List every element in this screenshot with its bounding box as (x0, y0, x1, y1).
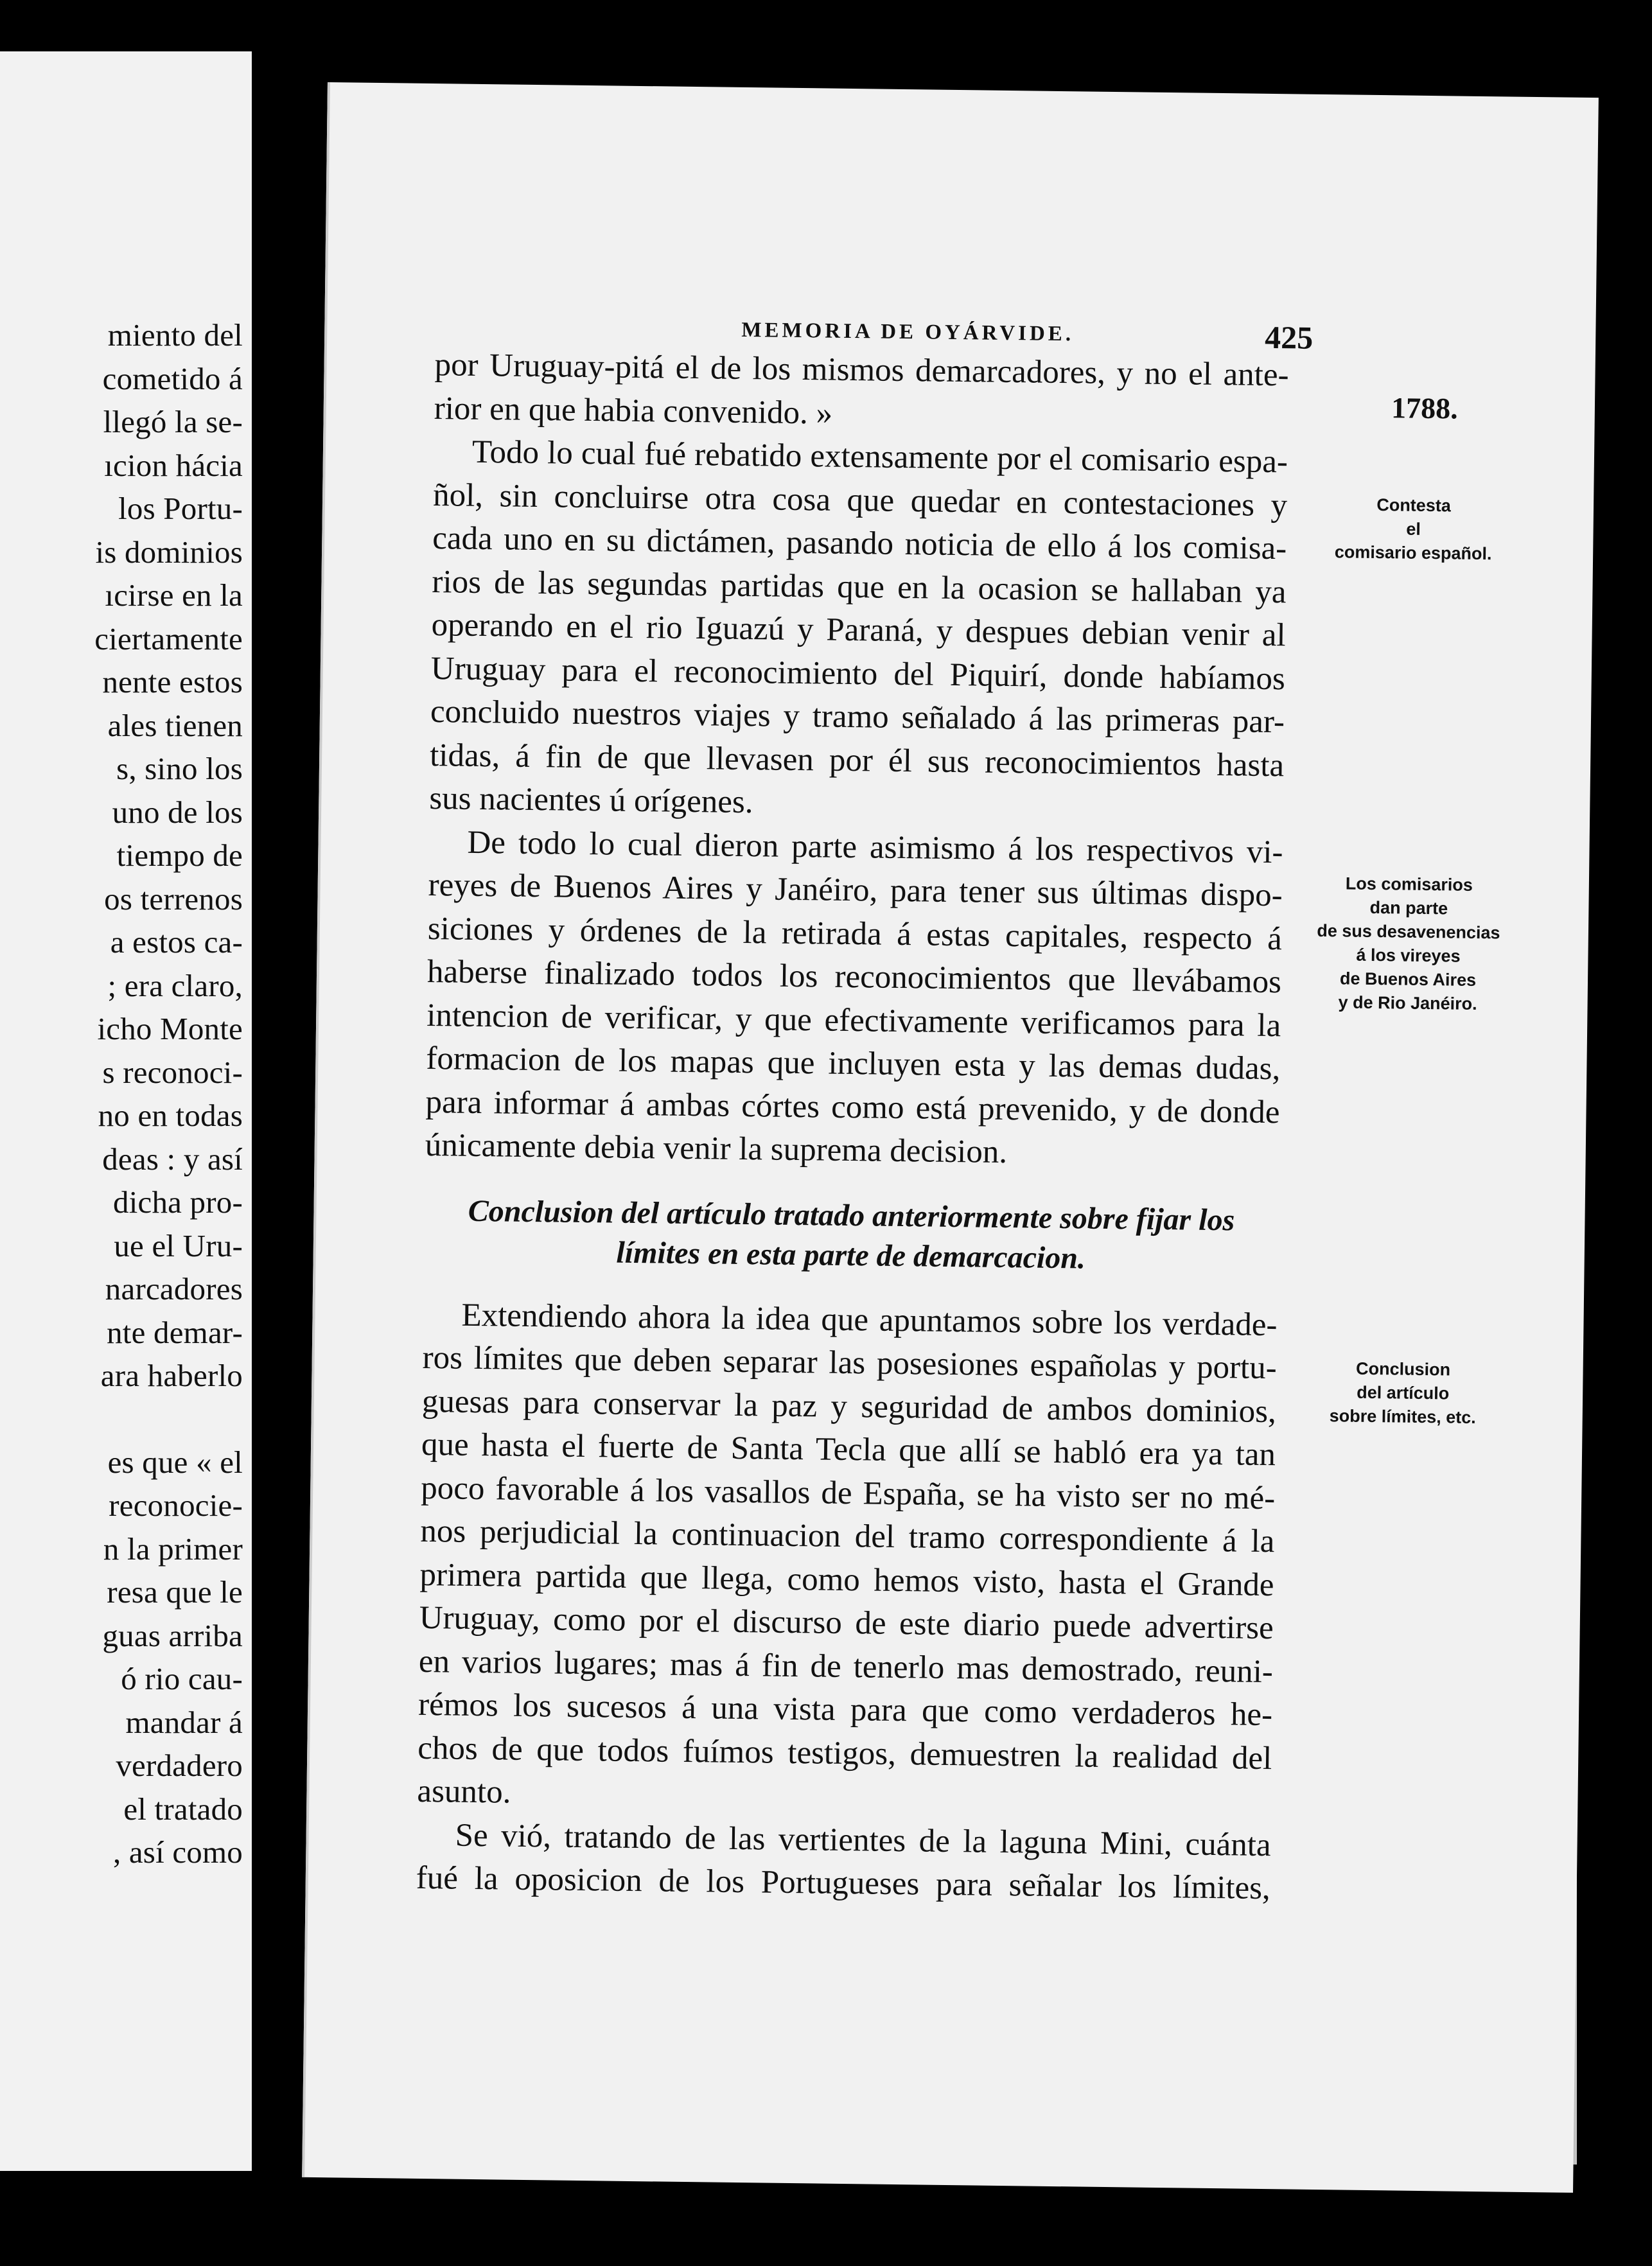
paragraph (425, 821, 1283, 1178)
text-line: ıcirse en la (105, 577, 243, 613)
note-line: á los vireyes (1356, 945, 1461, 966)
paragraph (429, 430, 1288, 831)
margin-note-conclusion (1297, 1357, 1509, 1430)
margin-notes (1313, 94, 1525, 1427)
section-heading (423, 1190, 1278, 1280)
text-line: Uruguay para el reconocimiento del Piquirí, donde habíamos (430, 650, 1286, 697)
text-line: el tratado (123, 1791, 243, 1827)
text-line: fué la oposicion de los Portugueses para señalar los límites, (416, 1859, 1271, 1907)
note-line: el (1406, 519, 1421, 539)
text-line: rémos los sucesos á una vista para que como verdaderos he- (417, 1686, 1273, 1734)
text-line: rior en que habia convenido. » (434, 390, 833, 432)
note-line: comisario español. (1334, 542, 1492, 564)
paragraph (417, 1293, 1278, 1823)
text-line: ciertamente (94, 620, 243, 656)
text-line: tiempo de (116, 838, 243, 873)
text-line: siciones y órdenes de la retirada á estas capitales, respecto á (427, 910, 1283, 957)
text-line: Extendiendo ahora la idea que apuntamos sobre los verdade- (461, 1297, 1278, 1343)
text-line: Todo lo cual fué rebatido extensamente por el comisario espa- (471, 434, 1288, 480)
margin-note-comisarios (1301, 872, 1515, 1017)
text-line: tidas, á fin de que llevasen por él sus reconocimientos hasta (429, 737, 1285, 784)
text-line: nos perjudicial la continuacion del tramo correspondiente á la (420, 1513, 1275, 1560)
text-line: nente estos (102, 664, 243, 699)
text-line: intencion de verificar, y que efectivamente verificamos para la (426, 997, 1281, 1044)
heading-line: Conclusion del artículo tratado anteriormente sobre fijar los (468, 1193, 1235, 1237)
text-line: ales tienen (107, 707, 243, 743)
note-line: Los comisarios (1345, 874, 1473, 895)
text-line: guas arriba (102, 1617, 243, 1653)
margin-note-contesta (1307, 493, 1520, 566)
text-line: para informar á ambas córtes como está prevenido, y de donde (425, 1084, 1280, 1130)
text-line: is dominios (95, 534, 243, 570)
text-line: verdadero (116, 1748, 243, 1783)
text-line: haberse finalizado todos los reconocimientos que llevábamos (426, 954, 1282, 1001)
text-line: s reconoci- (102, 1054, 243, 1090)
text-line: sus nacientes ú orígenes. (429, 780, 753, 821)
page-body (416, 344, 1289, 1911)
note-line: dan parte (1369, 897, 1448, 918)
text-line: n la primer (103, 1531, 243, 1567)
text-line: ; era claro, (107, 967, 243, 1003)
text-line: nte demar- (107, 1314, 243, 1350)
text-line: cometido á (102, 360, 243, 396)
note-line: de Buenos Aires (1339, 969, 1477, 990)
text-line: resa que le (107, 1574, 243, 1610)
text-line: en varios lugares; mas á fin de tenerlo mas demostrado, reuni- (418, 1643, 1274, 1690)
paragraph (416, 1813, 1271, 1910)
paragraph-gap (0, 1398, 243, 1441)
margin-year: 1788. (1391, 391, 1458, 425)
text-line: primera partida que llega, como hemos visto, hasta el Grande (419, 1556, 1274, 1603)
text-line: poco favorable á los vasallos de España, se ha visto ser no mé- (420, 1470, 1276, 1516)
previous-page-text (0, 313, 243, 1874)
text-line: s, sino los (116, 751, 243, 786)
text-line: ara haberlo (100, 1358, 243, 1393)
text-line: narcadores (105, 1271, 243, 1306)
text-line: os terrenos (104, 881, 243, 917)
text-line: cada uno en su dictámen, pasando noticia de ello á los comisa- (432, 520, 1287, 567)
text-line: llegó la se- (103, 404, 243, 439)
text-line: reyes de Buenos Aires y Janéiro, para tener sus últimas dispo- (428, 867, 1283, 914)
page-number: 425 (1264, 319, 1314, 356)
note-line: de sus desavenencias (1317, 920, 1500, 943)
text-line: Se vió, tratando de las vertientes de la laguna Mini, cuánta (455, 1817, 1271, 1863)
text-line: uno de los (112, 794, 243, 830)
text-line: ó rio cau- (121, 1661, 243, 1696)
heading-line: límites en esta parte de demarcacion. (616, 1235, 1086, 1276)
text-line: por Uruguay-pitá el de los mismos demarcadores, y no el ante- (434, 347, 1289, 394)
text-line: ñol, sin concluirse otra cosa que quedar en contestaciones y (432, 477, 1288, 523)
note-line: del artículo (1357, 1382, 1450, 1403)
text-line: mandar á (125, 1704, 243, 1740)
text-line: Uruguay, como por el discurso de este diario puede advertirse (419, 1599, 1274, 1647)
text-line: , así como (112, 1834, 243, 1870)
text-line: rios de las segundas partidas que en la ocasion se hallaban ya (432, 563, 1287, 610)
text-line: que hasta el fuerte de Santa Tecla que allí se habló era ya tan (421, 1426, 1276, 1473)
text-line: icho Monte (97, 1011, 243, 1046)
text-line: operando en el rio Iguazú y Paraná, y despues debian venir al (431, 607, 1286, 654)
note-line: sobre límites, etc. (1329, 1406, 1476, 1427)
text-line: dicha pro- (113, 1184, 243, 1220)
text-line: es que « el (107, 1444, 243, 1480)
text-line: ıcion hácia (104, 447, 243, 483)
current-page (302, 82, 1599, 2193)
text-line: formacion de los mapas que incluyen esta y las demas dudas, (426, 1040, 1281, 1087)
running-title: MEMORIA DE OYÁRVIDE. (741, 318, 1075, 346)
text-line: ros límites que deben separar las posesiones españolas y portu- (422, 1339, 1277, 1387)
paragraph (434, 344, 1289, 441)
text-line: chos de que todos fuímos testigos, demuestren la realidad del (417, 1730, 1272, 1777)
text-line: ue el Uru- (114, 1227, 243, 1263)
text-line: reconocie- (109, 1488, 243, 1523)
text-line: concluido nuestros viajes y tramo señalado á las primeras par- (430, 694, 1285, 741)
text-line: no en todas (98, 1098, 243, 1133)
previous-page (0, 51, 252, 2171)
text-line: deas : y así (102, 1141, 243, 1177)
text-line: guesas para conservar la paz y seguridad de ambos dominios, (421, 1383, 1277, 1430)
note-line: Conclusion (1355, 1358, 1451, 1380)
text-line: miento del (107, 317, 243, 353)
text-line: a estos ca- (110, 924, 243, 960)
text-line: únicamente debia venir la suprema decision. (425, 1127, 1008, 1171)
text-line: los Portu- (118, 491, 243, 526)
text-line: De todo lo cual dieron parte asimismo á los respectivos vi- (467, 824, 1283, 870)
note-line: Contesta (1376, 495, 1452, 516)
text-line: asunto. (417, 1773, 511, 1811)
note-line: y de Rio Janéiro. (1338, 992, 1477, 1014)
